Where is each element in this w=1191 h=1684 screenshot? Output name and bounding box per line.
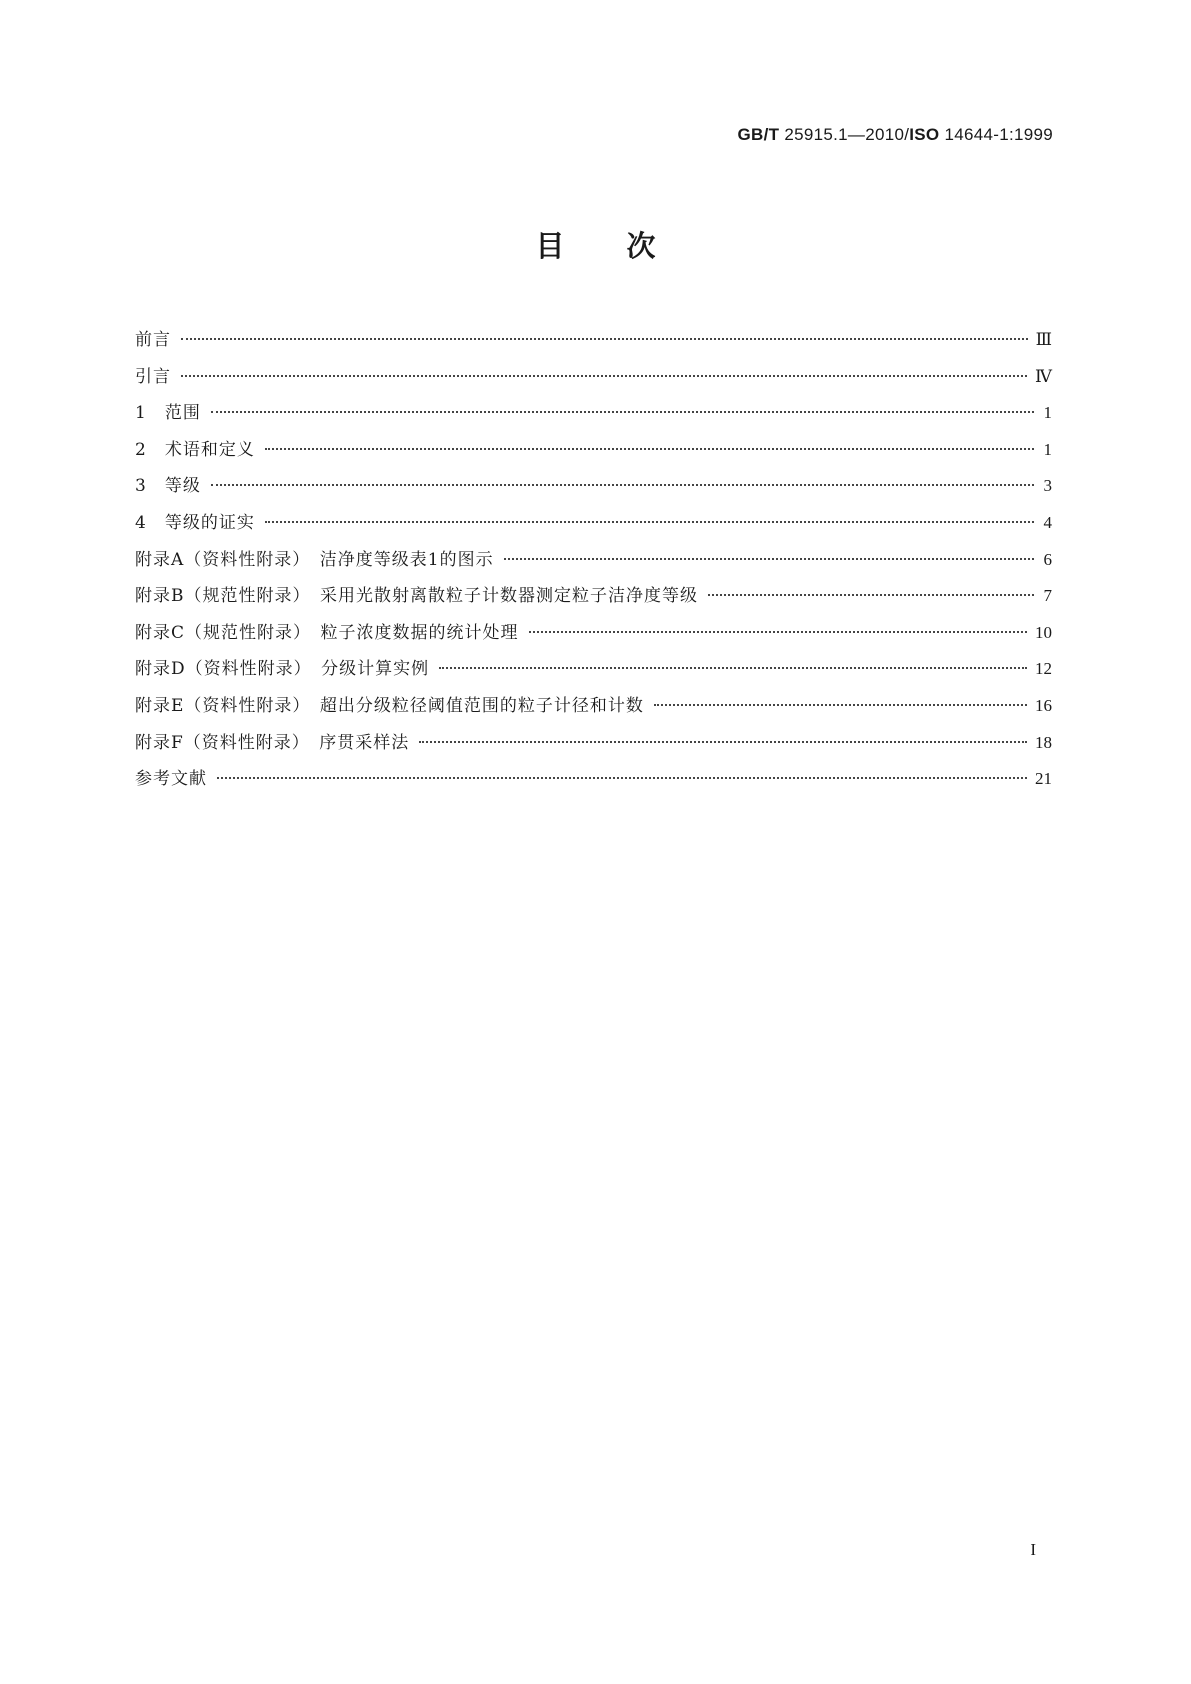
toc-entry-page: Ⅳ <box>1035 366 1052 386</box>
toc-entry-label: 参考文献 <box>135 769 207 790</box>
toc-entry-annex-a[interactable] <box>135 545 1052 582</box>
toc-entry-page: 18 <box>1035 732 1052 752</box>
toc-entry-label: 附录E（资料性附录） 超出分级粒径阈值范围的粒子计径和计数 <box>135 695 644 716</box>
toc-dot-leader <box>211 484 1034 486</box>
doc-code-number: 25915.1—2010/ <box>784 125 910 144</box>
toc-entry-page: 12 <box>1035 659 1052 679</box>
toc-entry-annex-f[interactable] <box>135 728 1052 765</box>
toc-dot-leader <box>217 777 1027 779</box>
toc-entry-label: 引言 <box>135 366 171 387</box>
toc-entry-annex-d[interactable] <box>135 654 1052 691</box>
toc-entry-page: 1 <box>1043 439 1052 459</box>
toc-entry-label: 附录A（资料性附录） 洁净度等级表1的图示 <box>135 549 494 570</box>
toc-dot-leader <box>708 594 1034 596</box>
toc-entry-label: 附录C（规范性附录） 粒子浓度数据的统计处理 <box>135 622 519 643</box>
toc-entry-page: 3 <box>1043 476 1052 496</box>
toc-entry-foreword[interactable] <box>135 325 1052 362</box>
toc-dot-leader <box>529 631 1027 633</box>
toc-entry-terms[interactable] <box>135 435 1052 472</box>
doc-code-prefix: GB/T <box>737 125 780 144</box>
toc-dot-leader <box>439 667 1027 669</box>
toc-dot-leader <box>504 558 1034 560</box>
toc-entry-page: 4 <box>1043 512 1052 532</box>
toc-entry-introduction[interactable] <box>135 362 1052 399</box>
document-code <box>738 125 1054 145</box>
toc-entry-label: 3 等级 <box>135 476 201 497</box>
toc-dot-leader <box>181 375 1027 377</box>
toc-entry-annex-b[interactable] <box>135 581 1052 618</box>
toc-entry-annex-c[interactable] <box>135 618 1052 655</box>
page-title: 目次 <box>535 229 718 263</box>
toc-entry-page: 6 <box>1043 549 1052 569</box>
toc-entry-demonstration[interactable] <box>135 508 1052 545</box>
toc-dot-leader <box>181 338 1028 340</box>
toc-entry-page: 16 <box>1035 695 1052 715</box>
toc-entry-scope[interactable] <box>135 398 1052 435</box>
toc-entry-annex-e[interactable] <box>135 691 1052 728</box>
toc-entry-page: 21 <box>1035 769 1052 789</box>
toc-dot-leader <box>419 741 1027 743</box>
toc-entry-classification[interactable] <box>135 471 1052 508</box>
toc-entry-label: 前言 <box>135 330 171 350</box>
toc-dot-leader <box>211 411 1034 413</box>
toc-entry-label: 附录B（规范性附录） 采用光散射离散粒子计数器测定粒子洁净度等级 <box>135 586 698 607</box>
toc-entry-page: 7 <box>1043 586 1052 606</box>
doc-code-iso: ISO <box>909 125 940 144</box>
table-of-contents <box>135 325 1052 801</box>
toc-dot-leader <box>265 448 1034 450</box>
toc-entry-label: 4 等级的证实 <box>135 512 255 533</box>
toc-entry-label: 附录D（资料性附录） 分级计算实例 <box>135 659 430 680</box>
toc-entry-page: 1 <box>1043 403 1052 423</box>
doc-code-iso-number: 14644-1:1999 <box>944 125 1053 144</box>
toc-dot-leader <box>265 521 1034 523</box>
toc-entry-bibliography[interactable] <box>135 764 1052 801</box>
toc-entry-page: Ⅲ <box>1035 330 1052 349</box>
page-number: I <box>1030 1540 1036 1559</box>
toc-entry-label: 1 范围 <box>135 403 201 424</box>
toc-entry-page: 10 <box>1035 622 1052 642</box>
toc-dot-leader <box>654 704 1027 706</box>
toc-entry-label: 2 术语和定义 <box>135 439 255 460</box>
toc-entry-label: 附录F（资料性附录） 序贯采样法 <box>135 732 410 753</box>
